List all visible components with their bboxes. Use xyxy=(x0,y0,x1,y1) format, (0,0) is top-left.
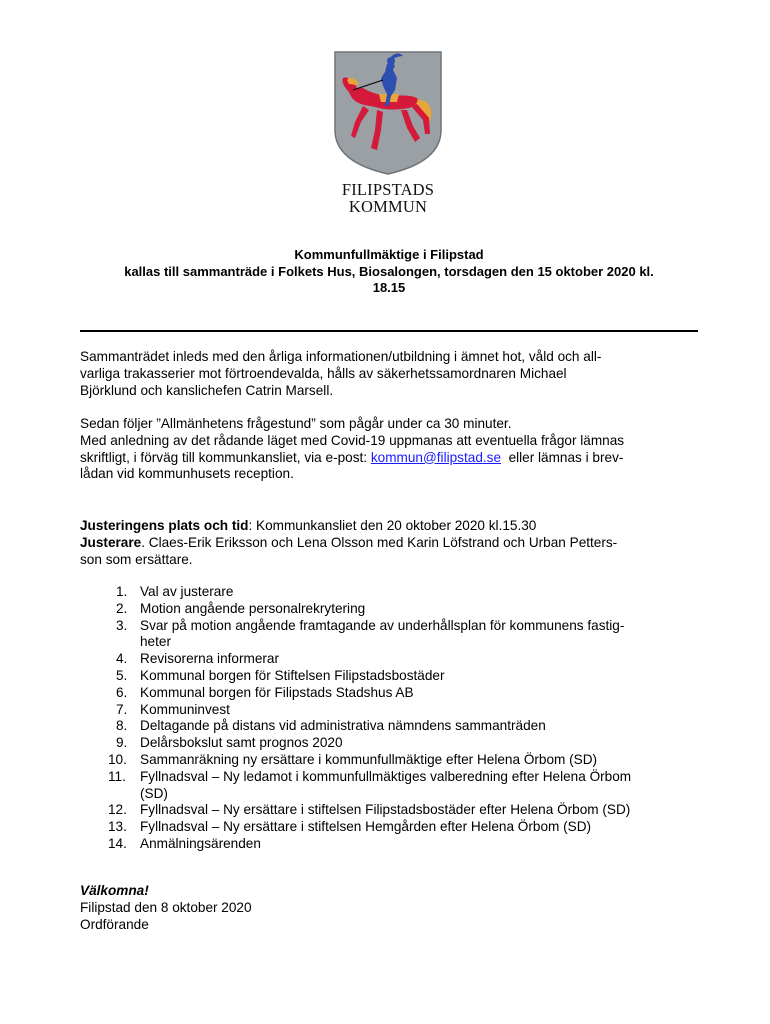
agenda-text: Kommuninvest xyxy=(140,701,230,717)
signatory-role: Ordförande xyxy=(80,916,149,932)
heading-line-2: kallas till sammanträde i Folkets Hus, Biosalongen, torsdagen den 15 oktober 2020 kl. xyxy=(124,263,654,279)
agenda-item xyxy=(80,601,700,618)
agenda-text: Revisorerna informerar xyxy=(140,651,280,667)
public-questions-paragraph xyxy=(80,416,700,483)
agenda-item xyxy=(80,836,700,853)
email-link[interactable]: kommun@filipstad.se xyxy=(370,449,502,465)
agenda-number: 13. xyxy=(108,819,127,835)
heading-line-3: 18.15 xyxy=(372,280,406,296)
agenda-item xyxy=(80,819,700,836)
agenda-text: Val av justerare xyxy=(140,584,234,599)
agenda-item xyxy=(80,802,700,819)
agenda-item xyxy=(80,718,700,735)
place-date: Filipstad den 8 oktober 2020 xyxy=(80,899,252,915)
agenda-number: 7. xyxy=(116,701,128,717)
heading-line-1: Kommunfullmäktige i Filipstad xyxy=(294,247,484,262)
agenda-text: Kommunal borgen för Stiftelsen Filipstadsbostäder xyxy=(140,667,445,683)
coat-of-arms-logo xyxy=(333,50,443,176)
agenda-number: 6. xyxy=(116,684,128,700)
agenda-text: Motion angående personalrekrytering xyxy=(140,600,366,616)
agenda-text: Kommunal borgen för Filipstads Stadshus AB xyxy=(140,684,414,700)
agenda-item xyxy=(80,584,700,601)
checkers-label: Justerare xyxy=(80,534,142,550)
agenda-text: Sammanräkning ny ersättare i kommunfullmäktige efter Helena Örbom (SD) xyxy=(140,751,598,767)
session-text: skriftligt, i förväg till kommunkansliet, via e-post: xyxy=(80,449,371,465)
check-place-line xyxy=(80,518,700,535)
check-place-label: Justeringens plats och tid xyxy=(80,518,249,533)
agenda-number: 4. xyxy=(116,651,128,667)
checkers-value: . Claes-Erik Eriksson och Lena Olsson med Karin Löfstrand och Urban Petters- xyxy=(141,534,618,550)
agenda-item xyxy=(80,618,700,652)
agenda-item xyxy=(80,735,700,752)
agenda-number: 5. xyxy=(116,667,128,683)
session-text: eller lämnas i brev- xyxy=(501,449,624,465)
agenda-item xyxy=(80,769,700,803)
agenda-number: 8. xyxy=(116,718,128,734)
agenda-text: Deltagande på distans vid administrativa nämndens sammanträden xyxy=(140,718,546,734)
agenda-item xyxy=(80,668,700,685)
agenda-number: 12. xyxy=(108,802,127,818)
agenda-number: 2. xyxy=(116,600,128,616)
session-line: Sedan följer ”Allmänhetens frågestund” som pågår under ca 30 minuter. xyxy=(80,416,512,431)
session-line: lådan vid kommunhusets reception. xyxy=(80,466,294,482)
agenda-text: Svar på motion angående framtagande av underhållsplan för kommunens fastig- xyxy=(140,617,625,633)
session-line: Med anledning av det rådande läget med Covid-19 uppmanas att eventuella frågor lämnas xyxy=(80,432,625,448)
session-line xyxy=(80,450,700,467)
horizontal-divider xyxy=(80,330,698,332)
agenda-list xyxy=(80,584,700,853)
agenda-number: 3. xyxy=(116,617,128,633)
municipality-name-line2: KOMMUN xyxy=(348,197,428,216)
check-place-value: : Kommunkansliet den 20 oktober 2020 kl.15.30 xyxy=(248,518,537,533)
closing-block xyxy=(80,883,700,933)
agenda-number: 10. xyxy=(108,751,127,767)
welcome-text: Välkomna! xyxy=(80,883,149,898)
agenda-text: Fyllnadsval – Ny ersättare i stiftelsen Hemgården efter Helena Örbom (SD) xyxy=(140,819,592,835)
agenda-text-continued: (SD) xyxy=(140,785,168,801)
agenda-text-continued: heter xyxy=(140,634,171,650)
agenda-item xyxy=(80,702,700,719)
agenda-number: 11. xyxy=(108,768,126,784)
agenda-item xyxy=(80,752,700,769)
checkers-line: son som ersättare. xyxy=(80,551,193,567)
municipality-name-line1: FILIPSTADS xyxy=(341,180,435,199)
municipality-name xyxy=(300,181,476,215)
agenda-item xyxy=(80,651,700,668)
intro-line: varliga trakasserier mot förtroendevalda, hålls av säkerhetssamordnaren Michael xyxy=(80,365,567,381)
agenda-number: 1. xyxy=(116,584,128,599)
agenda-text: Anmälningsärenden xyxy=(140,835,261,851)
intro-line: Sammanträdet inleds med den årliga informationen/utbildning i ämnet hot, våld och all- xyxy=(80,349,602,364)
intro-line: Björklund och kanslichefen Catrin Marsell. xyxy=(80,382,334,398)
checkers-line xyxy=(80,535,700,552)
agenda-number: 9. xyxy=(116,735,128,751)
agenda-text: Delårsbokslut samt prognos 2020 xyxy=(140,735,343,751)
agenda-text: Fyllnadsval – Ny ledamot i kommunfullmäktiges valberedning efter Helena Örbom xyxy=(140,768,632,784)
agenda-text: Fyllnadsval – Ny ersättare i stiftelsen Filipstadsbostäder efter Helena Örbom (SD) xyxy=(140,802,631,818)
agenda-number: 14. xyxy=(108,835,127,851)
intro-paragraph xyxy=(80,349,700,399)
minutes-check-paragraph xyxy=(80,518,700,568)
agenda-item xyxy=(80,685,700,702)
document-heading xyxy=(80,247,698,297)
